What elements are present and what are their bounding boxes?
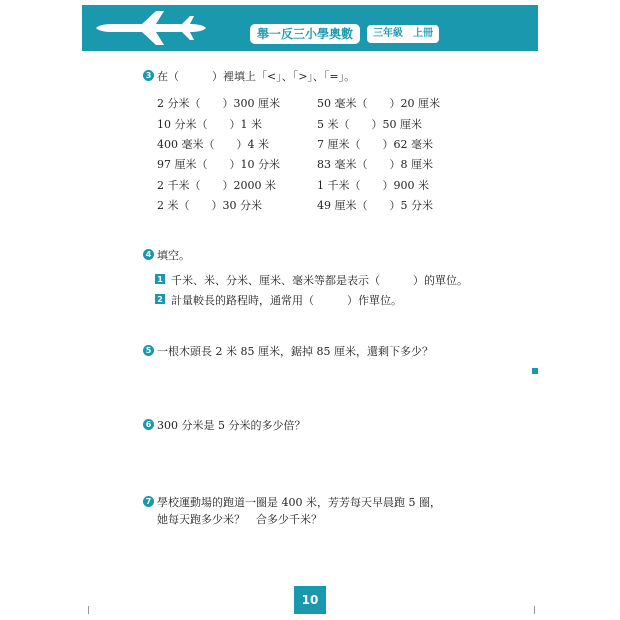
sub-question-number-2: 2 <box>155 294 165 304</box>
comparison-item: 1 千米（ ）900 米 <box>317 179 429 192</box>
question-4-text: 填空。 <box>157 249 190 262</box>
comparison-item: 2 千米（ ）2000 米 <box>157 179 276 192</box>
question-7-text-line-2: 她每天跑多少米？ 合多少千米？ <box>157 513 322 526</box>
page-number: 10 <box>294 586 326 614</box>
question-3-text: 在（ ）裡填上「<」、「>」、「=」。 <box>157 70 356 83</box>
question-number-3: 3 <box>143 70 154 81</box>
comparison-item: 49 厘米（ ）5 分米 <box>317 199 433 212</box>
comparison-item: 83 毫米（ ）8 厘米 <box>317 158 433 171</box>
comparison-item: 2 米（ ）30 分米 <box>157 199 262 212</box>
grade-badge: 三年級 上冊 <box>366 24 440 44</box>
comparison-item: 5 米（ ）50 厘米 <box>317 118 422 131</box>
comparison-item: 2 分米（ ）300 厘米 <box>157 97 280 110</box>
question-number-7: 7 <box>143 496 154 507</box>
sub-question-2-text: 計量較長的路程時，通常用（ ）作單位。 <box>171 294 402 307</box>
comparison-item: 10 分米（ ）1 米 <box>157 118 262 131</box>
book-title: 舉一反三小學奧數 <box>250 24 360 44</box>
header-title-group <box>250 23 440 45</box>
question-number-4: 4 <box>143 249 154 260</box>
crop-mark <box>534 606 535 614</box>
sub-question-1-text: 千米、米、分米、厘米、毫米等都是表示（ ）的單位。 <box>171 274 468 287</box>
sub-question-number-1: 1 <box>155 274 165 284</box>
comparison-item: 400 毫米（ ）4 米 <box>157 138 269 151</box>
margin-marker <box>532 368 538 374</box>
airplane-icon <box>90 9 240 47</box>
page-header <box>82 5 538 51</box>
comparison-item: 50 毫米（ ）20 厘米 <box>317 97 440 110</box>
comparison-item: 7 厘米（ ）62 毫米 <box>317 138 433 151</box>
question-6-text: 300 分米是 5 分米的多少倍？ <box>157 419 306 432</box>
question-7-text-line-1: 學校運動場的跑道一圈是 400 米，芳芳每天早晨跑 5 圈， <box>157 496 441 509</box>
question-number-5: 5 <box>143 345 154 356</box>
comparison-item: 97 厘米（ ）10 分米 <box>157 158 280 171</box>
question-5-text: 一根木頭長 2 米 85 厘米，鋸掉 85 厘米，還剩下多少？ <box>157 345 433 358</box>
question-number-6: 6 <box>143 419 154 430</box>
crop-mark <box>88 606 89 614</box>
